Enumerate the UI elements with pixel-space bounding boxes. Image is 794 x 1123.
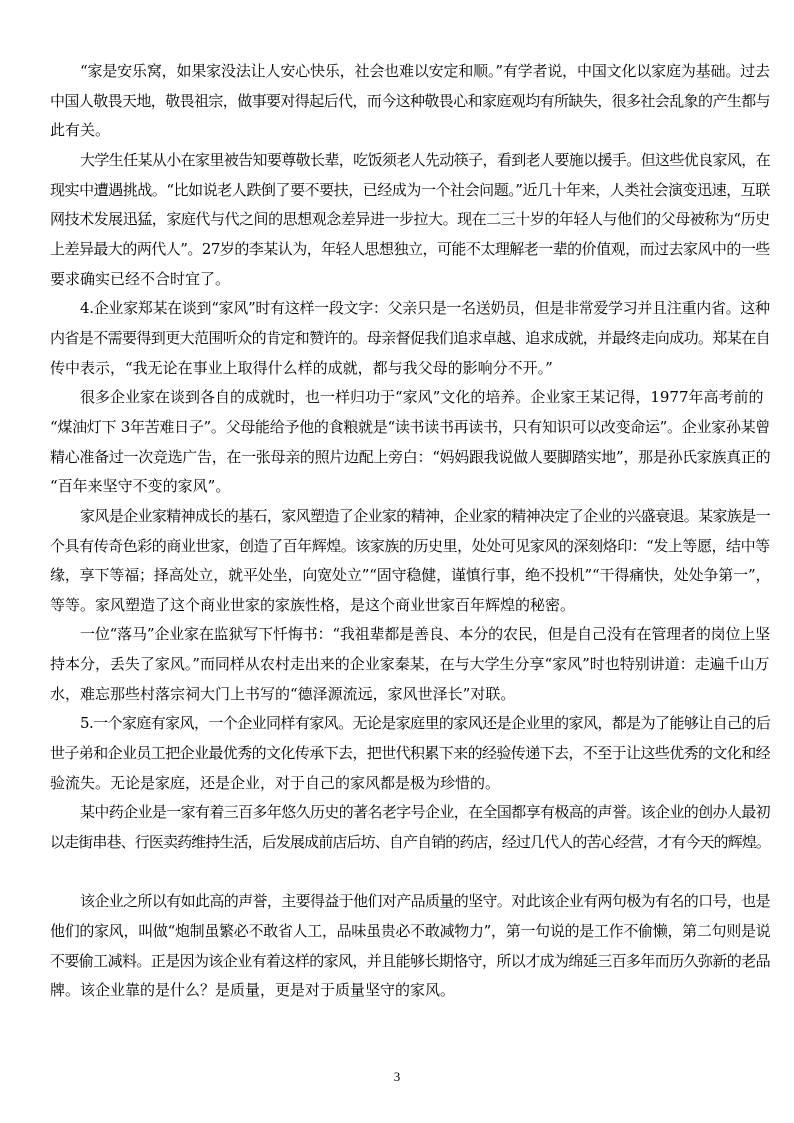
text-line: “煤油灯下 3年苦难日子”。父母能给予他的食粮就是“读书读书再读书，只有知识可以改变命运”。企业家孙某曾	[50, 417, 771, 436]
text-line: 世子弟和企业员工把企业最优秀的文化传承下去，把世代积累下来的经验传递下去，不至于让这些优秀的文化和经	[50, 744, 771, 763]
text-line: 5.一个家庭有家风，一个企业同样有家风。无论是家庭里的家风还是企业里的家风，都是为了能够让自己的后	[80, 714, 771, 733]
text-line: 等等。家风塑造了这个商业世家的家族性格，是这个商业世家百年辉煌的秘密。	[50, 595, 576, 614]
text-line: 某中药企业是一家有着三百多年悠久历史的著名老字号企业，在全国都享有极高的声誉。该企业的创办人最初	[80, 803, 771, 822]
text-line: 验流失。无论是家庭，还是企业，对于自己的家风都是极为珍惜的。	[50, 773, 501, 792]
text-line: 上差异最大的两代人”。27岁的李某认为，年轻人思想独立，可能不太理解老一辈的价值观，而过去家风中的一些	[50, 239, 770, 258]
text-line: 家风是企业家精神成长的基石，家风塑造了企业家的精神，企业家的精神决定了企业的兴盛衰退。某家族是一	[80, 506, 771, 525]
text-line: 以走街串巷、行医卖药维持生活，后发展成前店后坊、自产自销的药店，经过几代人的苦心经营，才有今天的辉煌。	[50, 833, 771, 852]
text-line: 缘，享下等福；择高处立，就平处坐，向宽处立”“固守稳健，谨慎行事，绝不投机”“干得痛快，处处争第一”，	[50, 566, 771, 585]
text-line: 一位“落马”企业家在监狱写下忏悔书：“我祖辈都是善良、本分的农民，但是自己没有在管理者的岗位上坚	[80, 625, 770, 644]
paragraph	[50, 294, 770, 383]
text-line: 网技术发展迅猛，家庭代与代之间的思想观念差异进一步拉大。现在二三十岁的年轻人与他们的父母被称为“历史	[50, 210, 770, 229]
paragraph	[50, 502, 770, 621]
paragraph	[50, 57, 770, 146]
paragraph	[50, 146, 770, 294]
paragraph	[50, 620, 770, 709]
text-line: 内省是不需要得到更大范围听众的肯定和赞许的。母亲督促我们追求卓越、追求成就，并最终走向成功。郑某在自	[50, 328, 771, 347]
text-line: 该企业之所以有如此高的声誉，主要得益于他们对产品质量的坚守。对此该企业有两句极为有名的口号，也是	[80, 892, 771, 911]
paragraph	[50, 798, 770, 857]
document-body	[50, 57, 770, 1006]
text-line: 很多企业家在谈到各自的成就时，也一样归功于“家风”文化的培养。企业家王某记得，1977年高考前的	[80, 388, 764, 407]
text-line: 4.企业家郑某在谈到“家风”时有这样一段文字：父亲只是一名送奶员，但是非常爱学习并且注重内省。这种	[80, 299, 770, 318]
text-line: 现实中遭遇挑战。“比如说老人跌倒了要不要扶，已经成为一个社会问题。”近几十年来，人类社会演变迅速，互联	[50, 180, 770, 199]
text-line: “百年来坚守不变的家风”。	[50, 477, 231, 496]
paragraph	[50, 887, 770, 1006]
paragraph	[50, 709, 770, 798]
text-line: 传中表示，“我无论在事业上取得什么样的成就，都与我父母的影响分不开。”	[50, 358, 553, 377]
text-line: 要求确实已经不合时宜了。	[50, 269, 231, 288]
text-line: 他们的家风，叫做“炮制虽繁必不敢省人工，品味虽贵必不敢减物力”，第一句说的是工作不偷懒，第二句则是说	[50, 922, 771, 941]
text-line: 此有关。	[50, 121, 111, 140]
text-line: 大学生任某从小在家里被告知要尊敬长辈，吃饭须老人先动筷子，看到老人要施以援手。但这些优良家风，在	[80, 150, 771, 169]
text-line: “家是安乐窝，如果家没法让人安心快乐，社会也难以安定和顺。”有学者说，中国文化以家庭为基础。过去	[80, 62, 770, 80]
text-line: 精心准备过一次竞选广告，在一张母亲的照片边配上旁白：“妈妈跟我说做人要脚踏实地”，那是孙氏家族真正的	[50, 447, 771, 466]
text-line: 不要偷工减料。正是因为该企业有着这样的家风，并且能够长期恪守，所以才成为绵延三百多年而历久弥新的老品	[50, 951, 771, 970]
page-number: 3	[393, 1069, 401, 1084]
text-line: 牌。该企业靠的是什么？是质量，更是对于质量坚守的家风。	[50, 981, 456, 1000]
text-line: 个具有传奇色彩的商业世家，创造了百年辉煌。该家族的历史里，处处可见家风的深刻烙印：“发上等愿，结中等	[50, 536, 770, 555]
text-line: 持本分，丢失了家风。”而同样从农村走出来的企业家秦某，在与大学生分享“家风”时也特别讲道：走遍千山万	[50, 655, 770, 674]
text-line: 水，难忘那些村落宗祠大门上书写的“德泽源流远，家风世泽长”对联。	[50, 684, 516, 703]
paragraph	[50, 383, 770, 502]
text-line: 中国人敬畏天地，敬畏祖宗，做事要对得起后代，而今这种敬畏心和家庭观均有所缺失，很多社会乱象的产生都与	[50, 91, 771, 110]
